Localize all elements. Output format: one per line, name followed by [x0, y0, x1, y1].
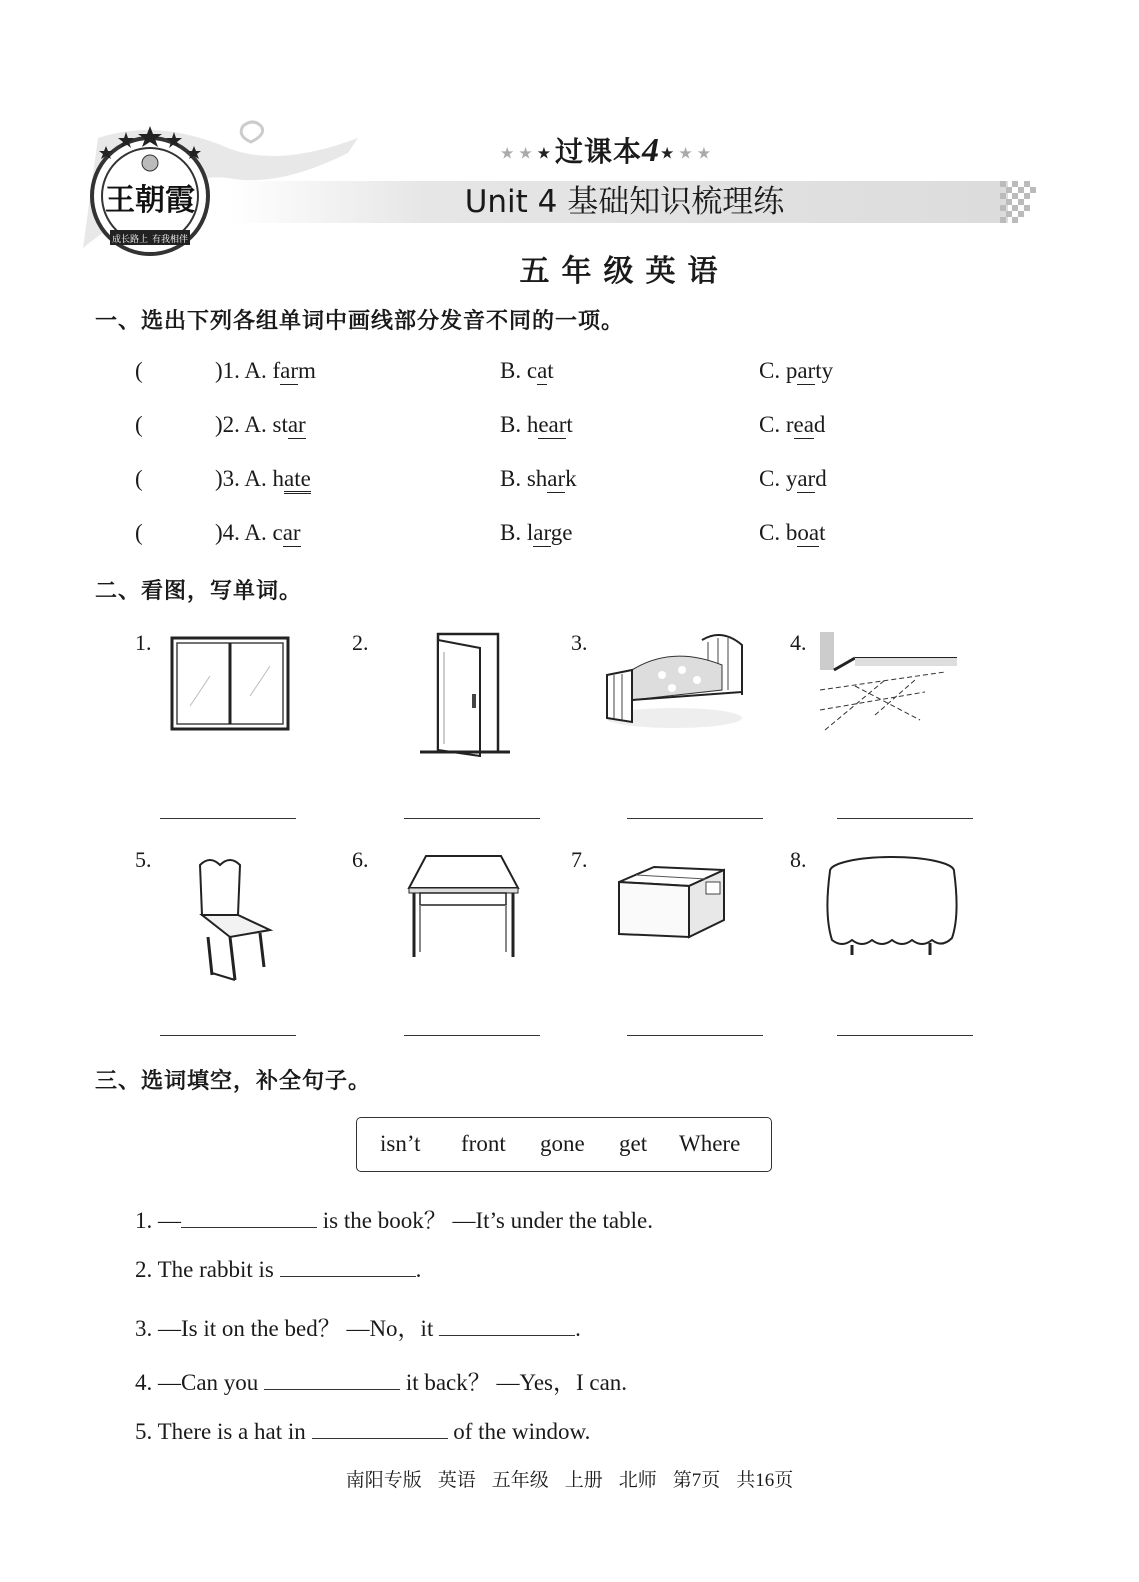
- answer-line[interactable]: [627, 1035, 763, 1036]
- round-table-icon: [822, 855, 962, 960]
- answer-bracket[interactable]: (: [135, 466, 143, 491]
- word-bank-item: gone: [540, 1131, 585, 1156]
- box-icon: [614, 862, 729, 942]
- svg-text:王朝霞: 王朝霞: [105, 183, 195, 218]
- fill-blank[interactable]: [181, 1207, 317, 1228]
- page-footer: 南阳专版 英语 五年级 上册 北师 第7页 共16页: [345, 1470, 794, 1491]
- sentence-3: 3. —Is it on the bed？ —No，it .: [135, 1316, 581, 1341]
- answer-bracket[interactable]: (: [135, 412, 143, 437]
- answer-line[interactable]: [404, 1035, 540, 1036]
- svg-text:成长路上: 成长路上: [111, 235, 149, 245]
- sentence-5: 5. There is a hat in of the window.: [135, 1419, 591, 1444]
- page-subtitle: 五年级英语: [519, 254, 730, 289]
- answer-bracket[interactable]: (: [135, 520, 143, 545]
- picture-number: 6.: [352, 847, 369, 872]
- word-bank-item: get: [619, 1131, 648, 1156]
- chair-icon: [190, 855, 280, 985]
- star-icons: ★★: [678, 143, 716, 163]
- question-row: ( )2. A. star B. heart C. read: [135, 412, 826, 437]
- sentence-2: 2. The rabbit is .: [135, 1257, 422, 1282]
- word-bank-item: front: [461, 1131, 506, 1156]
- picture-number: 3.: [571, 630, 588, 655]
- fill-blank[interactable]: [264, 1369, 400, 1390]
- page-title: Unit 4 基础知识梳理练: [464, 184, 785, 220]
- window-icon: [170, 636, 290, 731]
- fill-blank[interactable]: [312, 1418, 448, 1439]
- word-bank-item: Where: [679, 1131, 741, 1156]
- answer-line[interactable]: [160, 1035, 296, 1036]
- sentence-4: 4. —Can you it back？ —Yes，I can.: [135, 1370, 628, 1395]
- desk-icon: [406, 852, 521, 962]
- sentence-1: 1. — is the book？ —It’s under the table.: [135, 1208, 653, 1233]
- star-icon: ★: [660, 143, 679, 163]
- question-row: ( )4. A. car B. large C. boat: [135, 520, 826, 545]
- answer-bracket[interactable]: (: [135, 358, 143, 383]
- star-icons: ★★: [500, 143, 537, 163]
- picture-number: 7.: [571, 847, 588, 872]
- picture-number: 5.: [135, 847, 152, 872]
- word-bank-item: isn’t: [380, 1131, 421, 1156]
- svg-text:有我相伴: 有我相伴: [151, 235, 189, 245]
- fill-blank[interactable]: [439, 1315, 575, 1336]
- fill-blank[interactable]: [280, 1256, 416, 1277]
- answer-line[interactable]: [837, 1035, 973, 1036]
- section-2-heading: 二、看图，写单词。: [95, 579, 303, 604]
- answer-line[interactable]: [837, 818, 973, 819]
- picture-number: 8.: [790, 847, 807, 872]
- section-3-heading: 三、选词填空，补全句子。: [95, 1069, 372, 1094]
- answer-line[interactable]: [160, 818, 296, 819]
- picture-number: 2.: [352, 630, 369, 655]
- section-1-heading: 一、选出下列各组单词中画线部分发音不同的一项。: [95, 309, 625, 334]
- bed-icon: [602, 630, 747, 730]
- question-row: ( )1. A. farm B. cat C. party: [135, 358, 834, 383]
- question-row: ( )3. A. hate B. shark C. yard: [135, 466, 1035, 492]
- answer-line[interactable]: [627, 818, 763, 819]
- star-icon: ★: [536, 143, 556, 163]
- picture-number: 1.: [135, 630, 152, 655]
- floor-icon: [815, 630, 960, 740]
- answer-line[interactable]: [404, 818, 540, 819]
- series-label: ★★★过课本4★★★: [500, 132, 716, 169]
- door-icon: [420, 632, 510, 757]
- picture-number: 4.: [790, 630, 807, 655]
